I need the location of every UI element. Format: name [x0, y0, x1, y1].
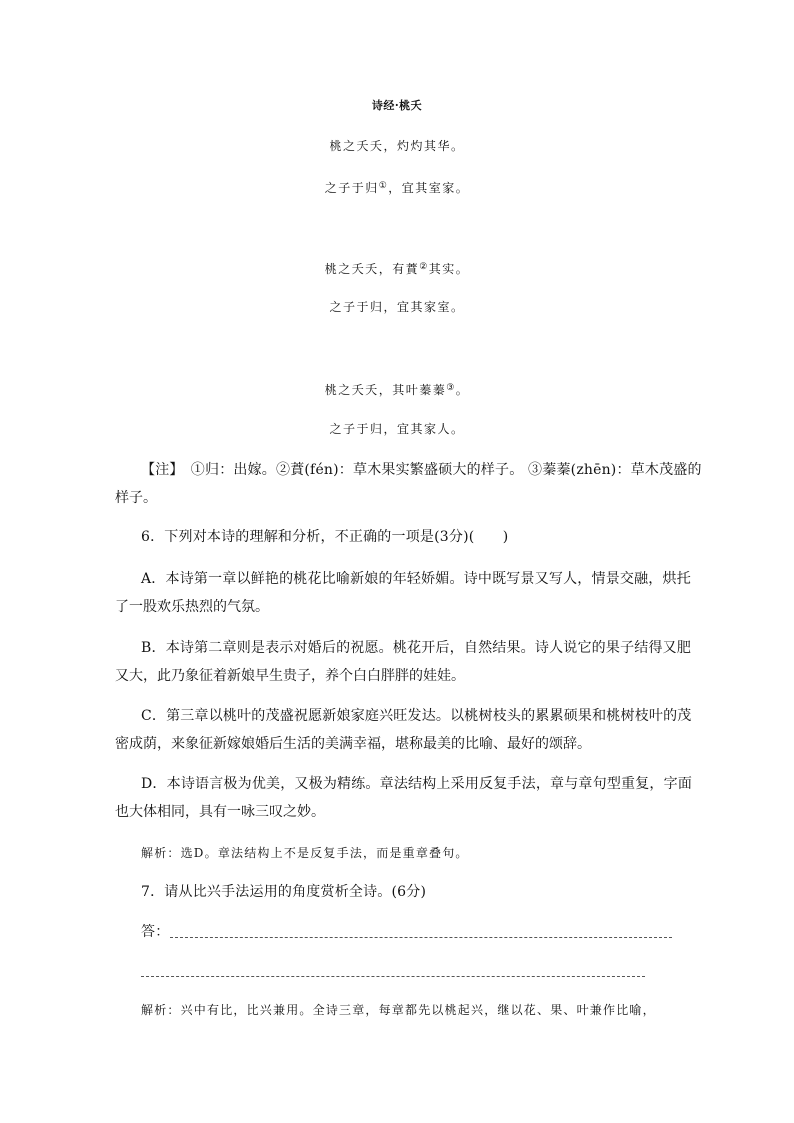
option-c-cont: 密成荫，来象征新嫁娘婚后生活的美满幸福，堪称最美的比喻、最好的颂辞。: [115, 736, 591, 752]
footnote-mark: ③: [446, 383, 456, 393]
option-d: D．本诗语言极为优美，又极为精练。章法结构上采用反复手法，章与章句型重复，字面: [141, 776, 693, 792]
poem-line: 桃之夭夭，有蕡②其实。: [324, 262, 470, 276]
poem-title: 诗经·桃夭: [371, 99, 423, 112]
poem-line: 之子于归，宜其家室。: [329, 300, 465, 314]
answer-line[interactable]: [141, 976, 645, 977]
option-c: C．第三章以桃叶的茂盛祝愿新娘家庭兴旺发达。以桃树枝头的累累硕果和桃树枝叶的茂: [141, 708, 692, 724]
footnote-mark: ②: [419, 262, 429, 272]
option-d-cont: 也大体相同，具有一咏三叹之妙。: [115, 804, 325, 820]
question-stem: 6．下列对本诗的理解和分析，不正确的一项是(3分)( ): [141, 529, 509, 545]
answer-line[interactable]: [170, 937, 672, 938]
option-b: B．本诗第二章则是表示对婚后的祝愿。桃花开后，自然结果。诗人说它的果子结得又肥: [141, 640, 692, 656]
analysis: 解析：选D。章法结构上不是反复手法，而是重章叠句。: [141, 846, 469, 860]
question-stem: 7．请从比兴手法运用的角度赏析全诗。(6分): [141, 884, 427, 900]
answer-label: 答：: [141, 924, 170, 940]
poem-line: 之子于归①，宜其室家。: [324, 181, 470, 195]
analysis: 解析：兴中有比，比兴兼用。全诗三章，每章都先以桃起兴，继以花、果、叶兼作比喻，: [141, 1003, 656, 1017]
option-b-cont: 又大，此乃象征着新娘早生贵子，养个白白胖胖的娃娃。: [115, 668, 465, 684]
note-line: 【注】 ①归：出嫁。②蕡(fén)：草木果实繁盛硕大的样子。 ③蓁蓁(zhēn)：草木茂盛的: [141, 462, 702, 478]
option-a: A．本诗第一章以鲜艳的桃花比喻新娘的年轻娇媚。诗中既写景又写人，情景交融，烘托: [141, 571, 691, 587]
footnote-mark: ①: [378, 181, 389, 191]
poem-line: 桃之夭夭，灼灼其华。: [329, 139, 465, 153]
option-a-cont: 了一股欢乐热烈的气氛。: [115, 599, 269, 615]
poem-line: 桃之夭夭，其叶蓁蓁③。: [324, 383, 470, 397]
poem-line: 之子于归，宜其家人。: [329, 422, 465, 436]
note-line: 样子。: [115, 490, 157, 506]
